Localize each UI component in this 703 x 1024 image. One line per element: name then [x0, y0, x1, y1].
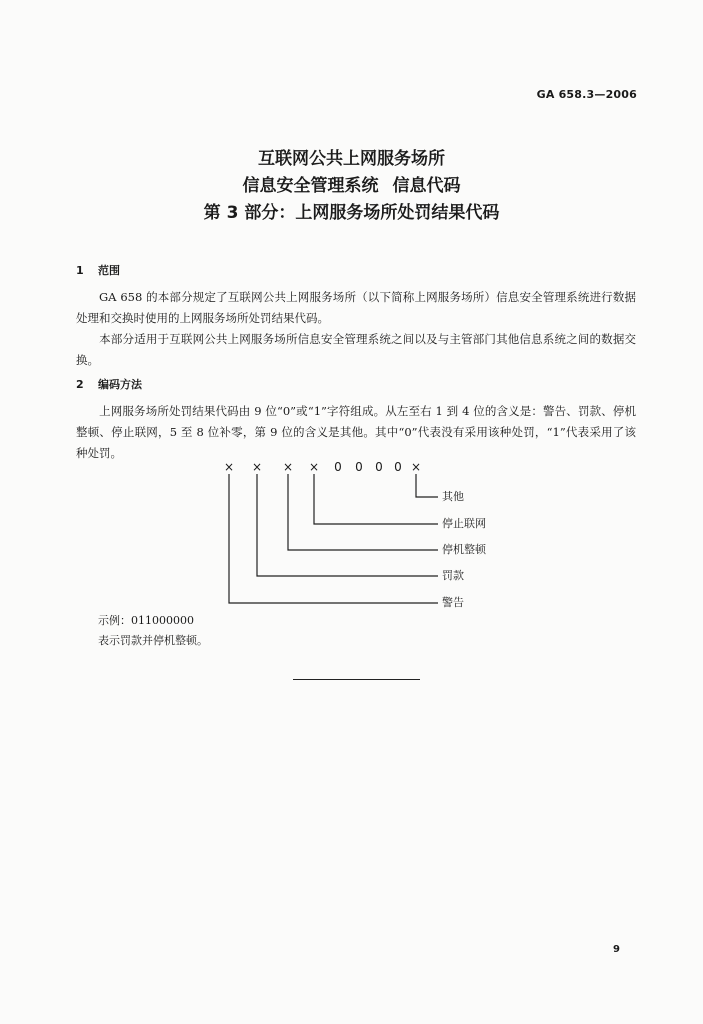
code-char-1: × [223, 460, 235, 474]
code-char-5: 0 [334, 460, 342, 474]
label-shutdown: 停机整顿 [442, 543, 486, 556]
title-line-2-part-2: 信息代码 [392, 176, 461, 196]
code-char-3: × [282, 460, 294, 474]
code-char-4: × [308, 460, 320, 474]
section-2-heading [76, 376, 142, 392]
title-line-3: 第 3 部分：上网服务场所处罚结果代码 [203, 203, 500, 223]
label-other: 其他 [442, 490, 464, 503]
title-line-2-part-1: 信息安全管理系统 [242, 176, 379, 196]
section-2-number: 2 [76, 378, 84, 391]
code-char-7: 0 [375, 460, 383, 474]
connector-fine [257, 474, 438, 576]
connector-warning [229, 474, 438, 603]
code-char-6: 0 [355, 460, 363, 474]
section-1-title: 范围 [98, 264, 120, 277]
title-line-1: 互联网公共上网服务场所 [258, 149, 445, 169]
connector-stop-network [314, 474, 438, 524]
section-1-paragraph-2: 本部分适用于互联网公共上网服务场所信息安全管理系统之间以及与主管部门其他信息系统之间的数据交换。 [76, 332, 636, 367]
label-stop-network: 停止联网 [442, 517, 486, 530]
code-char-2: × [251, 460, 263, 474]
code-char-9: × [410, 460, 422, 474]
section-1-paragraph-1: GA 658 的本部分规定了互联网公共上网服务场所（以下简称上网服务场所）信息安全管理系统进行数据处理和交换时使用的上网服务场所处罚结果代码。 [76, 290, 636, 325]
connector-other [416, 474, 438, 497]
example-line-1: 示例：011000000 [98, 614, 194, 627]
code-char-8: 0 [394, 460, 402, 474]
page-number: 9 [613, 944, 620, 955]
diagram-lines [0, 456, 703, 616]
example-line-2: 表示罚款并停机整顿。 [98, 634, 208, 647]
section-1-number: 1 [76, 264, 84, 277]
label-warning: 警告 [442, 596, 464, 609]
section-2-title: 编码方法 [98, 378, 142, 391]
section-2-paragraph: 上网服务场所处罚结果代码由 9 位“0”或“1”字符组成。从左至右 1 到 4 位的含义是：警告、罚款、停机整顿、停止联网，5 至 8 位补零，第 9 位的含义是其他。其中“0”代表没有采用该种处罚，“1”代表采用了该种处罚。 [76, 404, 636, 460]
label-fine: 罚款 [442, 569, 464, 582]
title-line-2 [0, 174, 703, 198]
section-1-heading [76, 262, 120, 278]
end-divider [293, 679, 420, 680]
standard-code: GA 658.3—2006 [536, 88, 637, 101]
section-2-body [76, 401, 636, 464]
section-1-body [76, 287, 636, 371]
code-structure-diagram [0, 456, 703, 616]
